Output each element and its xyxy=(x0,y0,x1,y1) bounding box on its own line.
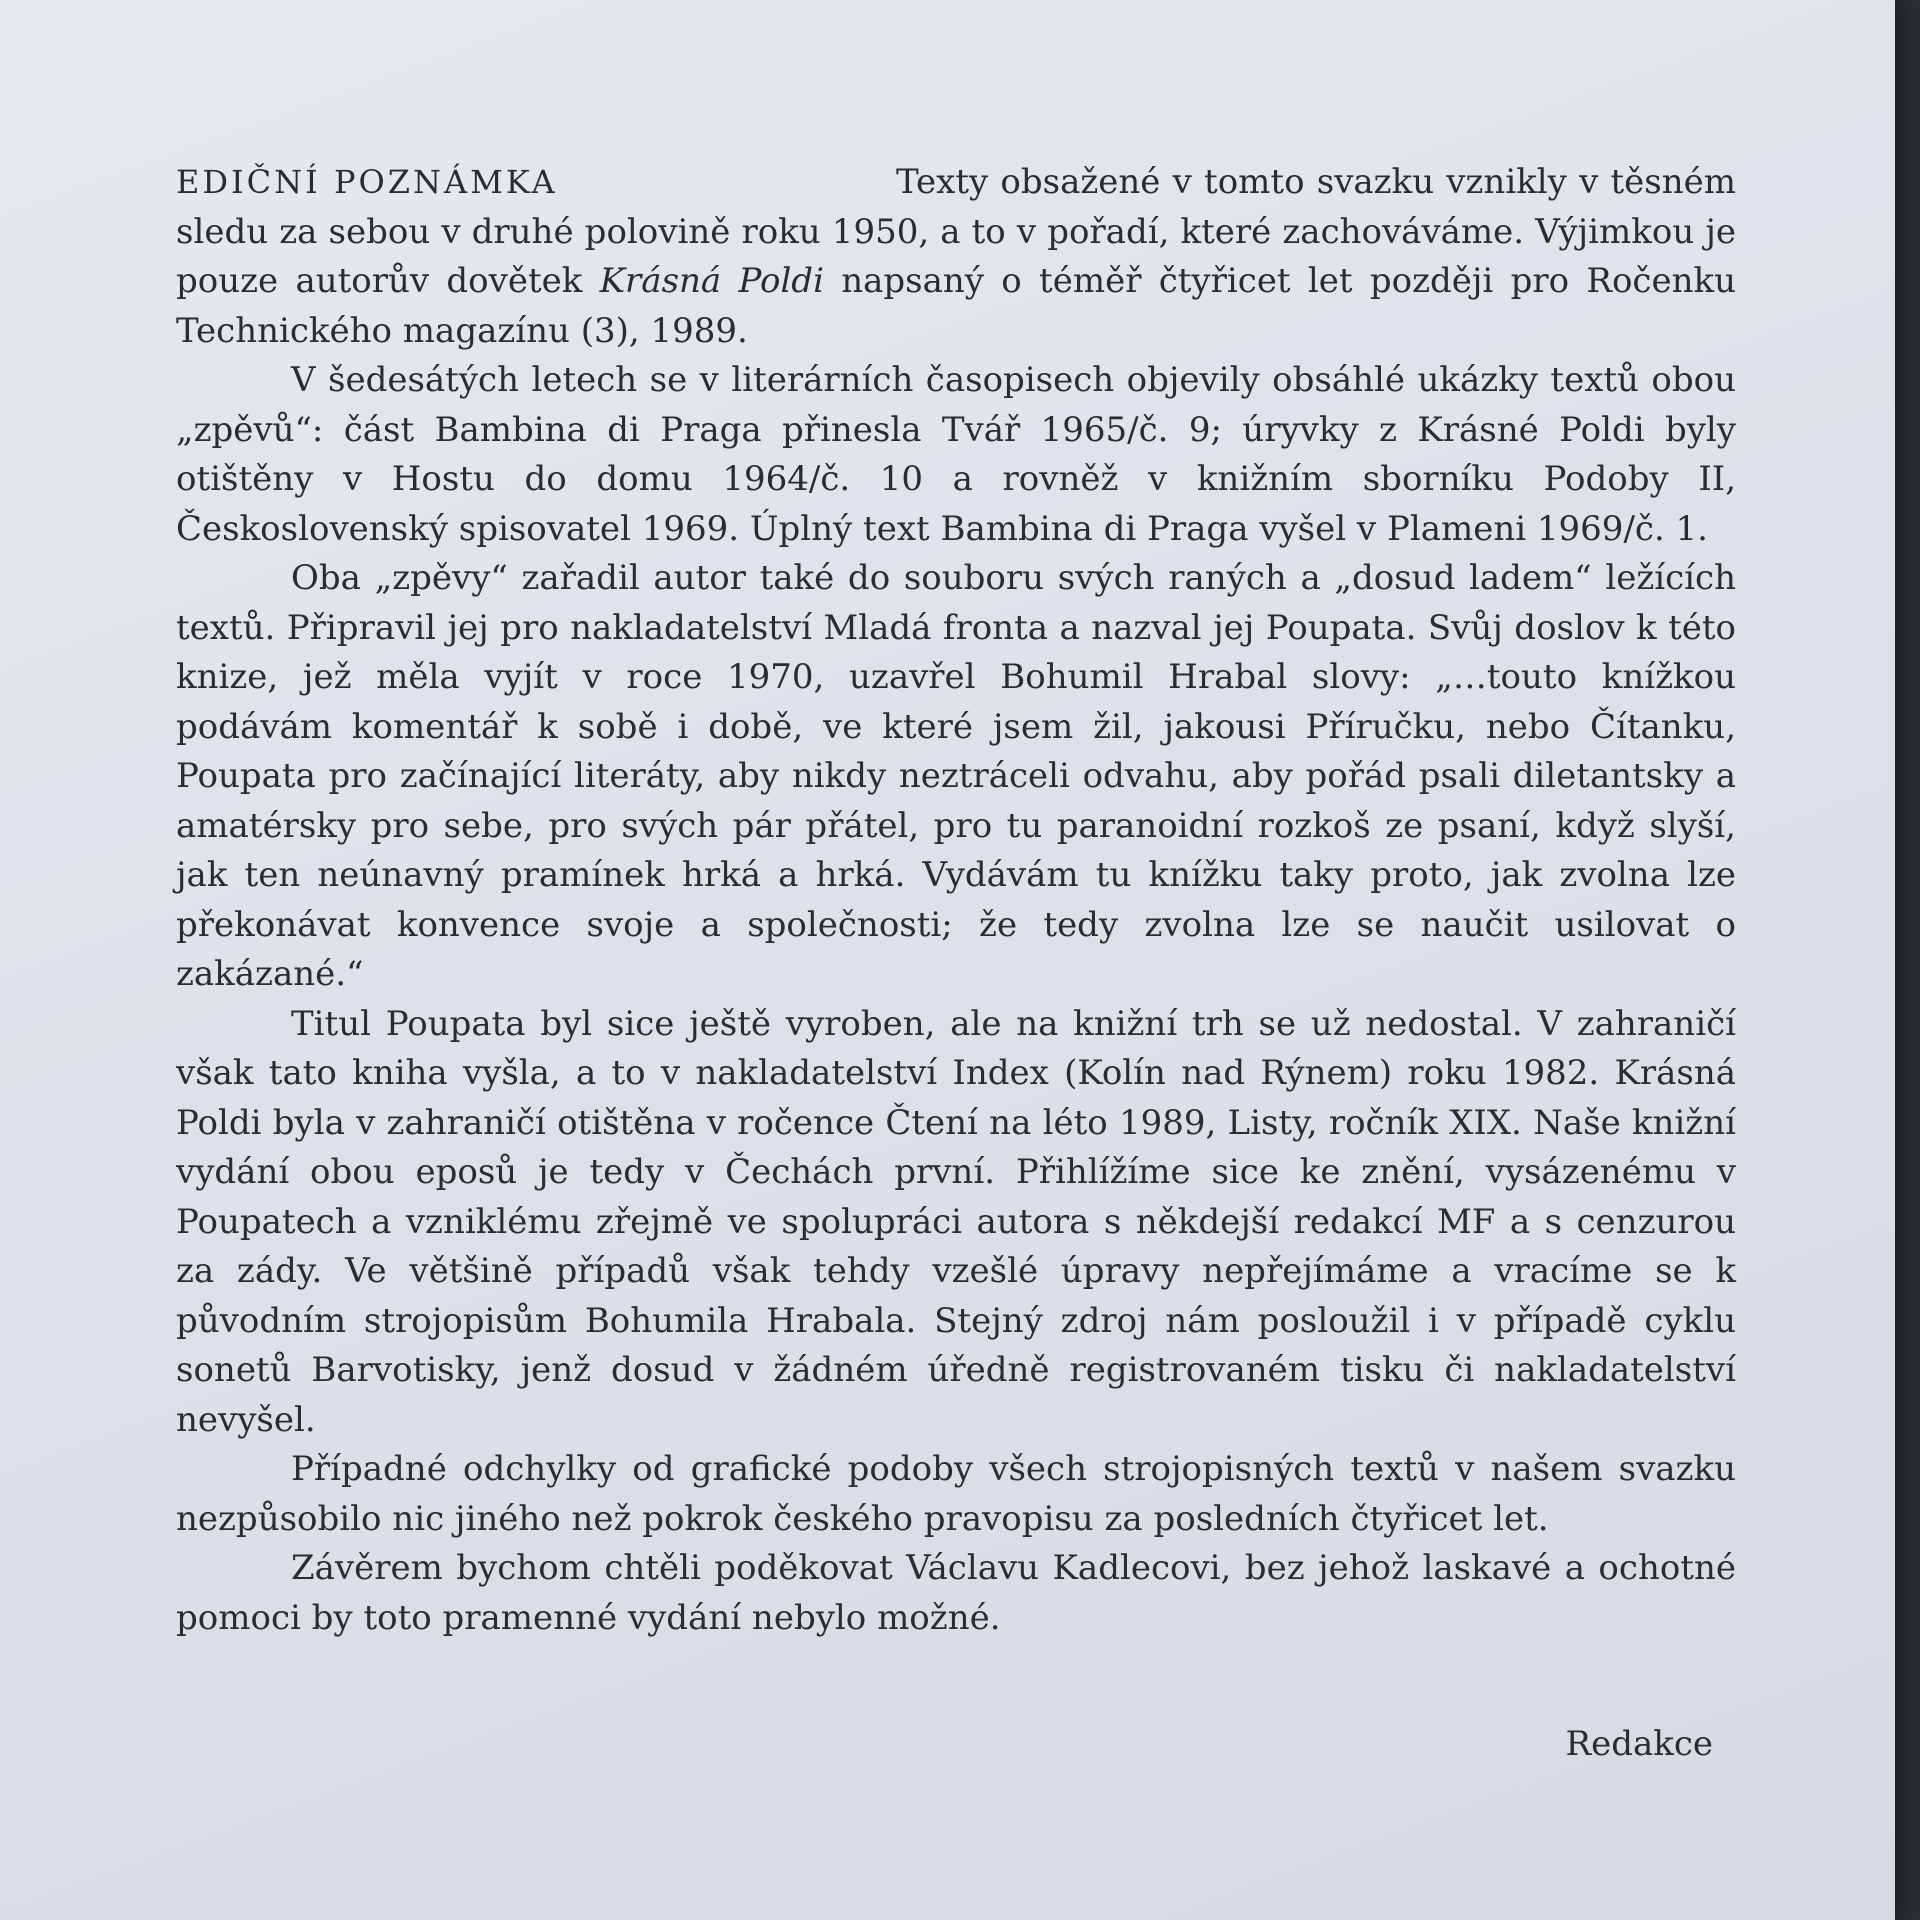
editorial-note-body xyxy=(176,158,1736,1643)
signature: Redakce xyxy=(1565,1724,1713,1764)
paragraph-3: Oba „zpěvy“ zařadil autor také do souboru svých raných a „dosud ladem“ ležících textů. Připravil jej pro nakladatelství Mladá fronta a nazval jej Poupata. Svůj doslov k této knize, jež měla vyjít v roce 1970, uzavřel Bohumil Hrabal slovy: „…touto knížkou podávám komentář k sobě i době, ve které jsem žil, jakousi Příručku, nebo Čítanku, Poupata pro začínající literáty, aby nikdy neztráceli odvahu, aby pořád psali diletantsky a amatérsky pro sebe, pro svých pár přátel, pro tu paranoidní rozkoš ze psaní, když slyší, jak ten neúnavný pramínek hrká a hrká. Vydávám tu knížku taky proto, jak zvolna lze překonávat konvence svoje a společnosti; že tedy zvolna lze se naučit usilovat o zakázané.“ xyxy=(176,558,1736,994)
paragraph-6: Závěrem bychom chtěli poděkovat Václavu Kadlecovi, bez jehož laskavé a ochotné pomoci by toto pramenné vydání nebylo možné. xyxy=(176,1548,1736,1638)
paragraph-1 xyxy=(176,158,1736,356)
paragraph-4: Titul Poupata byl sice ještě vyroben, ale na knižní trh se už nedostal. V zahraničí však tato kniha vyšla, a to v nakladatelství Index (Kolín nad Rýnem) roku 1982. Krásná Poldi byla v zahraničí otištěna v ročence Čtení na léto 1989, Listy, ročník XIX. Naše knižní vydání obou eposů je tedy v Čechách první. Přihlížíme sice ke znění, vysázenému v Poupatech a vzniklému zřejmě ve spolupráci autora s někdejší redakcí MF a s cenzurou za zády. Ve většině případů však tehdy vzešlé úpravy nepřejímáme a vracíme se k původním strojopisům Bohumila Hrabala. Stejný zdroj nám posloužil i v případě cyklu sonetů Barvotisky, jenž dosud v žádném úředně registrovaném tisku či nakladatelství nevyšel. xyxy=(176,1003,1736,1440)
page-title: EDIČNÍ POZNÁMKA xyxy=(176,163,558,201)
paragraph-2: V šedesátých letech se v literárních časopisech objevily obsáhlé ukázky textů obou „zpěvů“: část Bambina di Praga přinesla Tvář 1965/č. 9; úryvky z Krásné Poldi byly otištěny v Hostu do domu 1964/č. 10 a rovněž v knižním sborníku Podoby II, Československý spisovatel 1969. Úplný text Bambina di Praga vyšel v Plameni 1969/č. 1. xyxy=(176,360,1736,549)
paragraph-1-text-b: napsaný o téměř čtyřicet let později pro Ročenku Technického magazínu (3), 1989. xyxy=(176,261,1736,351)
paragraph-5: Případné odchylky od grafické podoby všech strojopisných textů v našem svazku nezpůsobilo nic jiného než pokrok českého pravopisu za posledních čtyřicet let. xyxy=(176,1449,1736,1539)
book-title-italic: Krásná Poldi xyxy=(599,261,824,301)
paragraph-1-text-a: Texty obsažené v tomto svazku vznikly v těsném sledu za sebou v druhé polovině roku 1950, a to v pořadí, které zachováváme. Výjimkou je pouze autorův dovětek xyxy=(176,162,1736,301)
